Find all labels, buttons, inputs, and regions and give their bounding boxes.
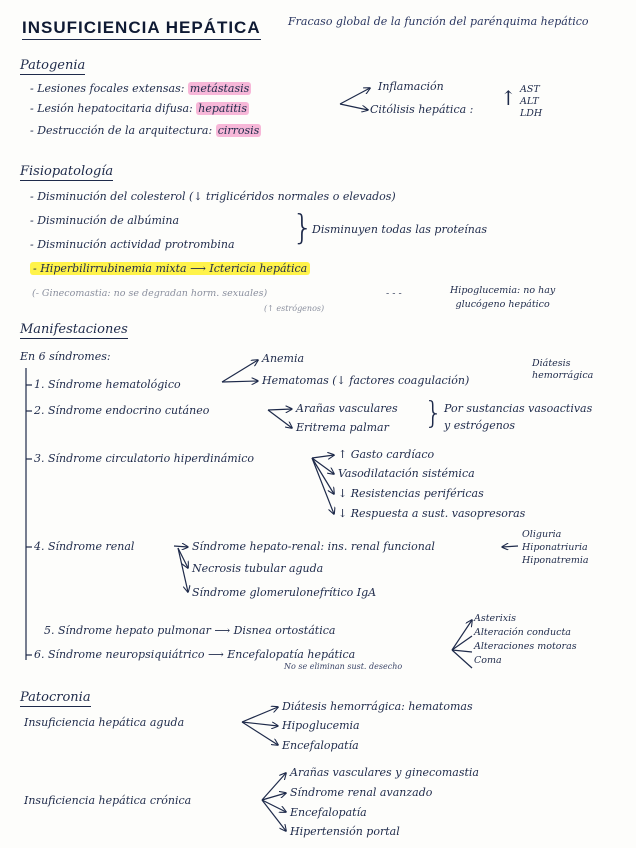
s4-b3: Síndrome glomerulonefrítico IgA bbox=[192, 586, 377, 599]
enzymes-list: AST ALT LDH bbox=[520, 84, 543, 119]
patogenia-heading: Patogenia bbox=[20, 58, 86, 73]
aguda-b3: Encefalopatía bbox=[282, 739, 359, 752]
manif-heading: Manifestaciones bbox=[20, 322, 128, 337]
fisio-hipo: Hipoglucemia: no hay glucógeno hepático bbox=[450, 285, 556, 310]
s3-b4: ↓ Respuesta a sust. vasopresoras bbox=[338, 507, 526, 520]
syndrome-6-label: 6. Síndrome neuropsiquiátrico ⟶ Encefalopatía hepática bbox=[34, 648, 356, 661]
increase-arrow-icon: ↑ bbox=[500, 86, 517, 110]
fisio-brace-text: Disminuyen todas las proteínas bbox=[312, 223, 488, 236]
brace-icon-2: } bbox=[424, 396, 444, 431]
s3-b1: ↑ Gasto cardíaco bbox=[338, 448, 435, 461]
s3-b3: ↓ Resistencias periféricas bbox=[338, 487, 484, 500]
s1-hematomas: Hematomas (↓ factores coagulación) bbox=[262, 374, 470, 387]
syndrome-4-label: 4. Síndrome renal bbox=[34, 540, 135, 553]
patogenia-item-1: - Lesiones focales extensas: metástasis bbox=[30, 82, 250, 95]
manif-intro: En 6 síndromes: bbox=[20, 350, 111, 363]
page-title: INSUFICIENCIA HEPÁTICA bbox=[22, 18, 261, 40]
inflamacion-label: Inflamación bbox=[378, 80, 444, 93]
patogenia-item-3: - Destrucción de la arquitectura: cirrosis bbox=[30, 124, 260, 137]
brace-icon: } bbox=[292, 208, 314, 248]
s2-side: Por sustancias vasoactivas y estrógenos bbox=[444, 402, 593, 432]
cronica-b3: Encefalopatía bbox=[290, 806, 367, 819]
s2-eritrema: Eritrema palmar bbox=[296, 421, 389, 434]
citolisis-label: Citólisis hepática : bbox=[370, 103, 474, 116]
syndrome-5-label: 5. Síndrome hepato pulmonar ⟶ Disnea ortostática bbox=[44, 624, 336, 637]
aguda-label: Insuficiencia hepática aguda bbox=[24, 716, 185, 729]
syndrome-2-label: 2. Síndrome endocrino cutáneo bbox=[34, 404, 210, 417]
s6-side: Asterixis Alteración conducta Alteraciones motoras Coma bbox=[474, 613, 577, 666]
fisio-item-1: - Disminución del colesterol (↓ triglicéridos normales o elevados) bbox=[30, 190, 396, 203]
s1-side: Diátesis hemorrágica bbox=[532, 358, 594, 381]
cronica-b4: Hipertensión portal bbox=[290, 825, 400, 838]
patogenia-item-2: - Lesión hepatocitaria difusa: hepatitis bbox=[30, 102, 247, 115]
s4-b1: Síndrome hepato-renal: ins. renal funcional bbox=[192, 540, 435, 553]
s6-note: No se eliminan sust. desecho bbox=[284, 662, 403, 671]
syndrome-1-label: 1. Síndrome hematológico bbox=[34, 378, 181, 391]
fisio-dots: - - - bbox=[386, 288, 402, 299]
s2-aranas: Arañas vasculares bbox=[296, 402, 398, 415]
fisio-heading: Fisiopatología bbox=[20, 164, 114, 179]
aguda-b2: Hipoglucemia bbox=[282, 719, 360, 732]
s3-b2: Vasodilatación sistémica bbox=[338, 467, 475, 480]
fisio-item-3: - Disminución actividad protrombina bbox=[30, 238, 235, 251]
syndrome-3-label: 3. Síndrome circulatorio hiperdinámico bbox=[34, 452, 255, 465]
s4-side: Oliguria Hiponatriuria Hiponatremia bbox=[522, 529, 589, 566]
fisio-gray-item: (- Ginecomastia: no se degradan horm. sexuales) bbox=[32, 288, 268, 299]
cronica-b1: Arañas vasculares y ginecomastia bbox=[290, 766, 479, 779]
aguda-b1: Diátesis hemorrágica: hematomas bbox=[282, 700, 473, 713]
fisio-gray-sub: (↑ estrógenos) bbox=[264, 304, 325, 313]
patocronia-heading: Patocronia bbox=[20, 690, 91, 705]
cronica-b2: Síndrome renal avanzado bbox=[290, 786, 433, 799]
fisio-item-2: - Disminución de albúmina bbox=[30, 214, 180, 227]
s4-b2: Necrosis tubular aguda bbox=[192, 562, 324, 575]
fisio-hyper: - Hiperbilirrubinemia mixta ⟶ Ictericia hepática bbox=[30, 262, 310, 275]
cronica-label: Insuficiencia hepática crónica bbox=[24, 794, 192, 807]
s1-anemia: Anemia bbox=[262, 352, 305, 365]
page-subtitle: Fracaso global de la función del parénquima hepático bbox=[288, 15, 589, 28]
